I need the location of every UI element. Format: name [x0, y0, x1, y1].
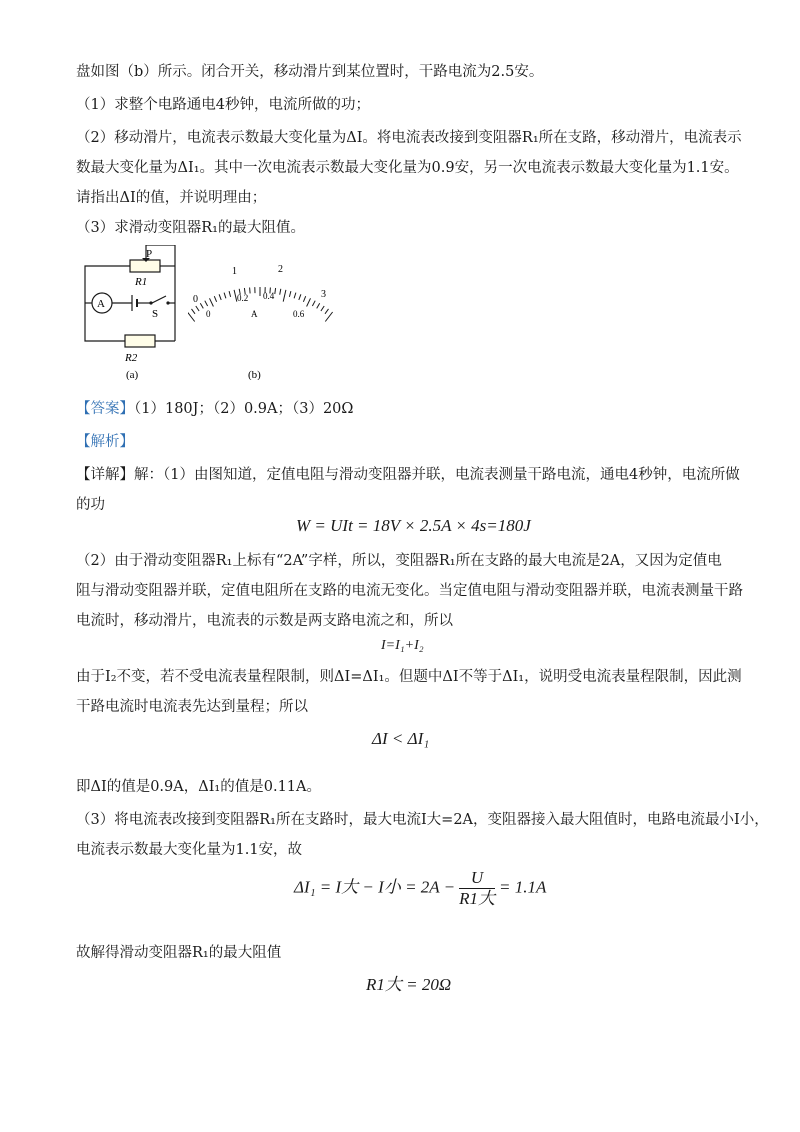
detail-text: 解：（1）由图知道，定值电阻与滑动变阻器并联，电流表测量干路电流，通电4秒钟，电流所做: [134, 467, 740, 483]
fraction-numerator: U: [459, 868, 495, 889]
detail-5-line1: （3）将电流表改接到变阻器R₁所在支路时，最大电流I大=2A，变阻器接入最大阻值时，电路电流最小I小，: [76, 812, 769, 828]
label-a: A: [97, 298, 105, 310]
scale-top-3: 3: [321, 289, 326, 300]
label-s: S: [152, 308, 159, 320]
dial-tick: [299, 294, 301, 300]
dial-tick: [280, 289, 281, 295]
dial-tick: [214, 296, 216, 302]
dial-tick: [188, 312, 195, 322]
dial-tick: [250, 288, 251, 294]
dial-tick: [312, 301, 315, 306]
dial-tick: [321, 306, 324, 311]
dial-tick: [275, 288, 276, 294]
text-line: 盘如图（b）所示。闭合开关，移动滑片到某位置时，干路电流为2.5安。: [76, 64, 544, 80]
scale-bottom-0: 0: [206, 309, 211, 319]
dial-tick: [196, 306, 199, 311]
detail-3-line1: 由于I₂不变，若不受电流表量程限制，则ΔI=ΔI₁。但题中ΔI不等于ΔI₁，说明受电流表量程限制，因此测: [76, 669, 742, 685]
dial-tick: [224, 293, 226, 299]
analysis-tag: 【解析】: [76, 434, 134, 450]
equation-delta-i1-left: ΔI₁ = I大 − I小 = 2A −: [294, 877, 456, 897]
detail-5-line2: 电流表示数最大变化量为1.1安，故: [76, 842, 303, 858]
detail-2-line2: 阻与滑动变阻器并联，定值电阻所在支路的电流无变化。当定值电阻与滑动变阻器并联，电流表测量干路: [76, 583, 743, 599]
detail-line1: [76, 465, 740, 485]
answer-text: （1）180J；（2）0.9A；（3）20Ω: [134, 401, 354, 417]
scale-top-1: 1: [232, 266, 237, 277]
caption-b: (b): [248, 369, 261, 380]
equation-delta-i1: [294, 868, 546, 909]
dial-tick: [200, 303, 203, 308]
fraction-denominator: R1大: [459, 889, 495, 908]
scale-top-0: 0: [193, 294, 198, 305]
meter-unit: A: [251, 309, 258, 319]
dial-tick: [289, 291, 291, 297]
detail-2-line1: （2）由于滑动变阻器R₁上标有“2A”字样，所以，变阻器R₁所在支路的最大电流是2A，又因为定值电: [76, 553, 722, 569]
scale-top-2: 2: [278, 264, 283, 275]
equation-delta-i1-right: = 1.1A: [498, 877, 547, 897]
dial-tick: [192, 309, 196, 314]
detail-6: 故解得滑动变阻器R₁的最大阻值: [76, 945, 282, 961]
meter-dial: [188, 255, 338, 380]
dial-tick: [229, 291, 231, 297]
question-3: （3）求滑动变阻器R₁的最大阻值。: [76, 220, 305, 236]
dial-tick: [303, 296, 305, 302]
detail-2-line3: 电流时，移动滑片，电流表的示数是两支路电流之和，所以: [76, 613, 453, 629]
dial-tick: [219, 294, 221, 300]
answer-tag: 【答案】: [76, 401, 134, 417]
dial-tick: [283, 290, 286, 302]
circuit-diagram: [80, 245, 190, 380]
dial-tick: [317, 303, 320, 308]
detail-4: 即ΔI的值是0.9A，ΔI₁的值是0.11A。: [76, 779, 321, 795]
caption-a: (a): [126, 369, 139, 380]
equation-work: W = UIt = 18V × 2.5A × 4s=180J: [296, 516, 531, 535]
dial-tick: [294, 293, 296, 299]
equation-r1-max: R1大 = 20Ω: [366, 975, 452, 994]
equation-inequality: ΔI < ΔI₁: [372, 729, 430, 748]
label-p: P: [146, 248, 153, 260]
dial-tick: [205, 301, 208, 306]
question-2-line1: （2）移动滑片，电流表示数最大变化量为ΔI。将电流表改接到变阻器R₁所在支路，移动滑片，电流表示: [76, 130, 742, 146]
scale-bottom-1: 0.2: [237, 293, 249, 303]
scale-bottom-3: 0.6: [293, 309, 305, 319]
dial-tick: [307, 298, 311, 306]
label-r2: R2: [125, 352, 138, 364]
fraction: [459, 868, 495, 909]
dial-tick: [325, 309, 329, 314]
scale-bottom-2: 0.4: [263, 291, 275, 301]
question-2-line2: 数最大变化量为ΔI₁。其中一次电流表示数最大变化量为0.9安，另一次电流表示数最大变化量为1.1安。: [76, 160, 739, 176]
answer-line: [76, 399, 740, 419]
question-2-line3: 请指出ΔI的值，并说明理由；: [76, 190, 267, 206]
detail-line2: 的功: [76, 497, 105, 513]
detail-tag: 【详解】: [76, 467, 134, 483]
detail-3-line2: 干路电流时电流表先达到量程；所以: [76, 699, 308, 715]
dial-tick: [210, 298, 214, 306]
question-1: （1）求整个电路通电4秒钟，电流所做的功；: [76, 97, 370, 113]
dial-tick: [325, 312, 332, 322]
label-r1: R1: [135, 276, 148, 288]
equation-current-sum: I=I₁+I₂: [381, 638, 424, 653]
